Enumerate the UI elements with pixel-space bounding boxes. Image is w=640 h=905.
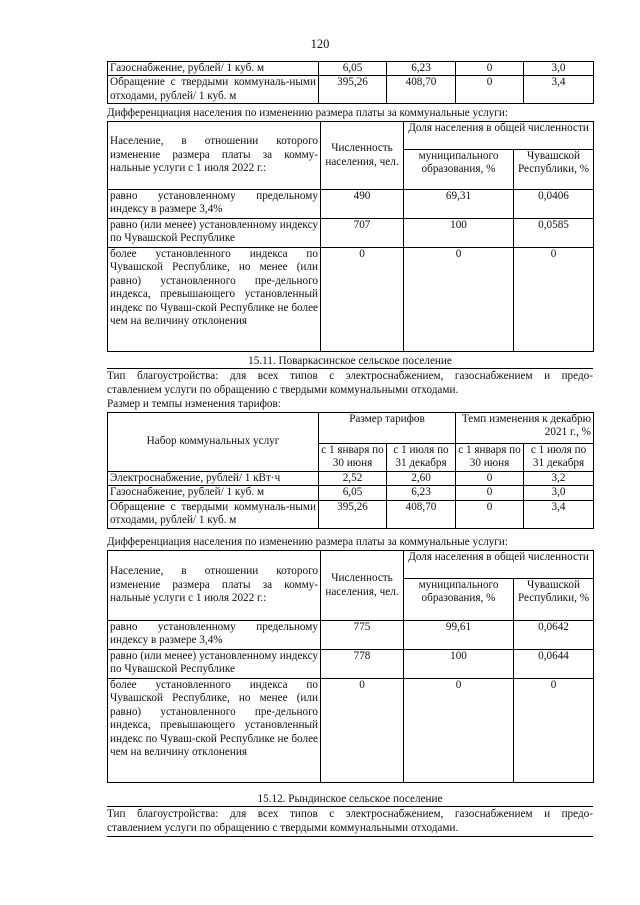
count-value: 778 [321,650,404,679]
differentiation-table [107,550,594,783]
municipal-share: 69,31 [404,190,514,219]
count-value: 707 [321,219,404,248]
municipal-header: муниципального образования, % [404,579,514,621]
republic-header: Чувашской Республики, % [514,150,594,190]
tariff-table [107,412,594,529]
differentiation-title: Дифференциация населения по изменению размера платы за коммунальные услуги: [107,536,508,548]
table-row [108,472,594,486]
table-row [108,679,594,783]
rate-value: 0 [456,500,524,528]
period-header: с 1 января по 30 июня [319,444,387,472]
rate-value: 3,4 [524,500,594,528]
section-title: 15.12. Рындинское сельское поселение [257,793,443,805]
rate-header: Темп изменения к декабрю 2021 г., % [456,413,594,444]
republic-share: 0,0406 [514,190,594,219]
count-value: 490 [321,190,404,219]
rate-value: 3,0 [524,486,594,500]
rate-value: 3,0 [524,62,594,76]
table-row [108,486,594,500]
table-row [108,219,594,248]
municipal-share: 0 [404,248,514,352]
share-header: Доля населения в общей численности [404,551,594,579]
service-name: Обращение с твердыми коммуналь-ными отходами, рублей/ 1 куб. м [108,500,319,528]
republic-share: 0 [514,679,594,783]
population-header: Население, в отношении которого изменение размера платы за комму-нальные услуги с 1 июля 2022 г.: [108,122,321,190]
tariff-value: 395,26 [319,500,387,528]
divider [107,806,593,807]
service-name: Газоснабжение, рублей/ 1 куб. м [108,62,319,76]
differentiation-title: Дифференциация населения по изменению размера платы за коммунальные услуги: [107,107,508,119]
row-label: более установленного индекса по Чувашской Республике, но менее (или равно) установленного пре-дельного индекса, превышающего установленный индекс по Чуваш-ской Республике не более чем на величину отклонения [108,679,321,783]
service-name: Электроснабжение, рублей/ 1 кВт·ч [108,472,319,486]
tariff-table-continued [107,61,594,104]
row-label: более установленного индекса по Чувашской Республике, но менее (или равно) установленного пре-дельного индекса, превышающего установленный индекс по Чуваш-ской Республике не более чем на величину отклонения [108,248,321,352]
tariff-value: 6,05 [319,486,387,500]
tariff-value: 6,23 [387,486,456,500]
rate-value: 3,4 [524,76,594,104]
tariff-value: 2,52 [319,472,387,486]
rate-value: 3,2 [524,472,594,486]
count-value: 0 [321,679,404,783]
republic-share: 0,0642 [514,621,594,650]
rate-value: 0 [456,62,524,76]
municipal-share: 100 [404,219,514,248]
table-row [108,500,594,528]
tariff-size-header: Размер тарифов [319,413,456,444]
municipal-share: 99,61 [404,621,514,650]
count-value: 0 [321,248,404,352]
differentiation-table [107,121,594,352]
page-number: 120 [310,37,330,51]
divider [107,836,593,837]
amenity-type-line: ставлением услуги по обращению с твердыми коммунальными отходами. [107,822,459,834]
table-row [108,621,594,650]
share-header: Доля населения в общей численности [404,122,594,150]
republic-share: 0,0585 [514,219,594,248]
period-header: с 1 июля по 31 декабря [387,444,456,472]
count-value: 775 [321,621,404,650]
municipal-share: 100 [404,650,514,679]
population-header: Население, в отношении которого изменение размера платы за комму-нальные услуги с 1 июля 2022 г.: [108,551,321,621]
table-row [108,248,594,352]
tariff-value: 6,05 [319,62,387,76]
period-header: с 1 января по 30 июня [456,444,524,472]
rate-value: 0 [456,486,524,500]
services-header: Набор коммунальных услуг [108,413,319,472]
amenity-type-line: ставлением услуги по обращению с твердыми коммунальными отходами. [107,384,459,396]
table-row [108,190,594,219]
rate-value: 0 [456,76,524,104]
rate-value: 0 [456,472,524,486]
republic-share: 0,0644 [514,650,594,679]
republic-header: Чувашской Республики, % [514,579,594,621]
tariff-value: 395,26 [319,76,387,104]
service-name: Обращение с твердыми коммуналь-ными отходами, рублей/ 1 куб. м [108,76,319,104]
row-label: равно установленному предельному индексу в размере 3,4% [108,621,321,650]
row-label: равно (или менее) установленному индексу по Чувашской Республике [108,219,321,248]
count-header: Численность населения, чел. [321,122,404,190]
tariff-value: 6,23 [387,62,456,76]
row-label: равно (или менее) установленному индексу по Чувашской Республике [108,650,321,679]
service-name: Газоснабжение, рублей/ 1 куб. м [108,486,319,500]
municipal-header: муниципального образования, % [404,150,514,190]
table-row [108,76,594,104]
amenity-type-line: Тип благоустройства: для всех типов с электроснабжением, газоснабжением и предо- [107,808,593,820]
republic-share: 0 [514,248,594,352]
section-title: 15.11. Поваркасинское сельское поселение [248,355,452,367]
amenity-type-line: Тип благоустройства: для всех типов с электроснабжением, газоснабжением и предо- [107,370,593,382]
divider [107,368,593,369]
row-label: равно установленному предельному индексу в размере 3,4% [108,190,321,219]
period-header: с 1 июля по 31 декабря [524,444,594,472]
tariff-value: 408,70 [387,500,456,528]
tariff-size-title: Размер и темпы изменения тарифов: [107,398,281,410]
count-header: Численность населения, чел. [321,551,404,621]
table-row [108,650,594,679]
table-row [108,62,594,76]
tariff-value: 2,60 [387,472,456,486]
municipal-share: 0 [404,679,514,783]
tariff-value: 408,70 [387,76,456,104]
